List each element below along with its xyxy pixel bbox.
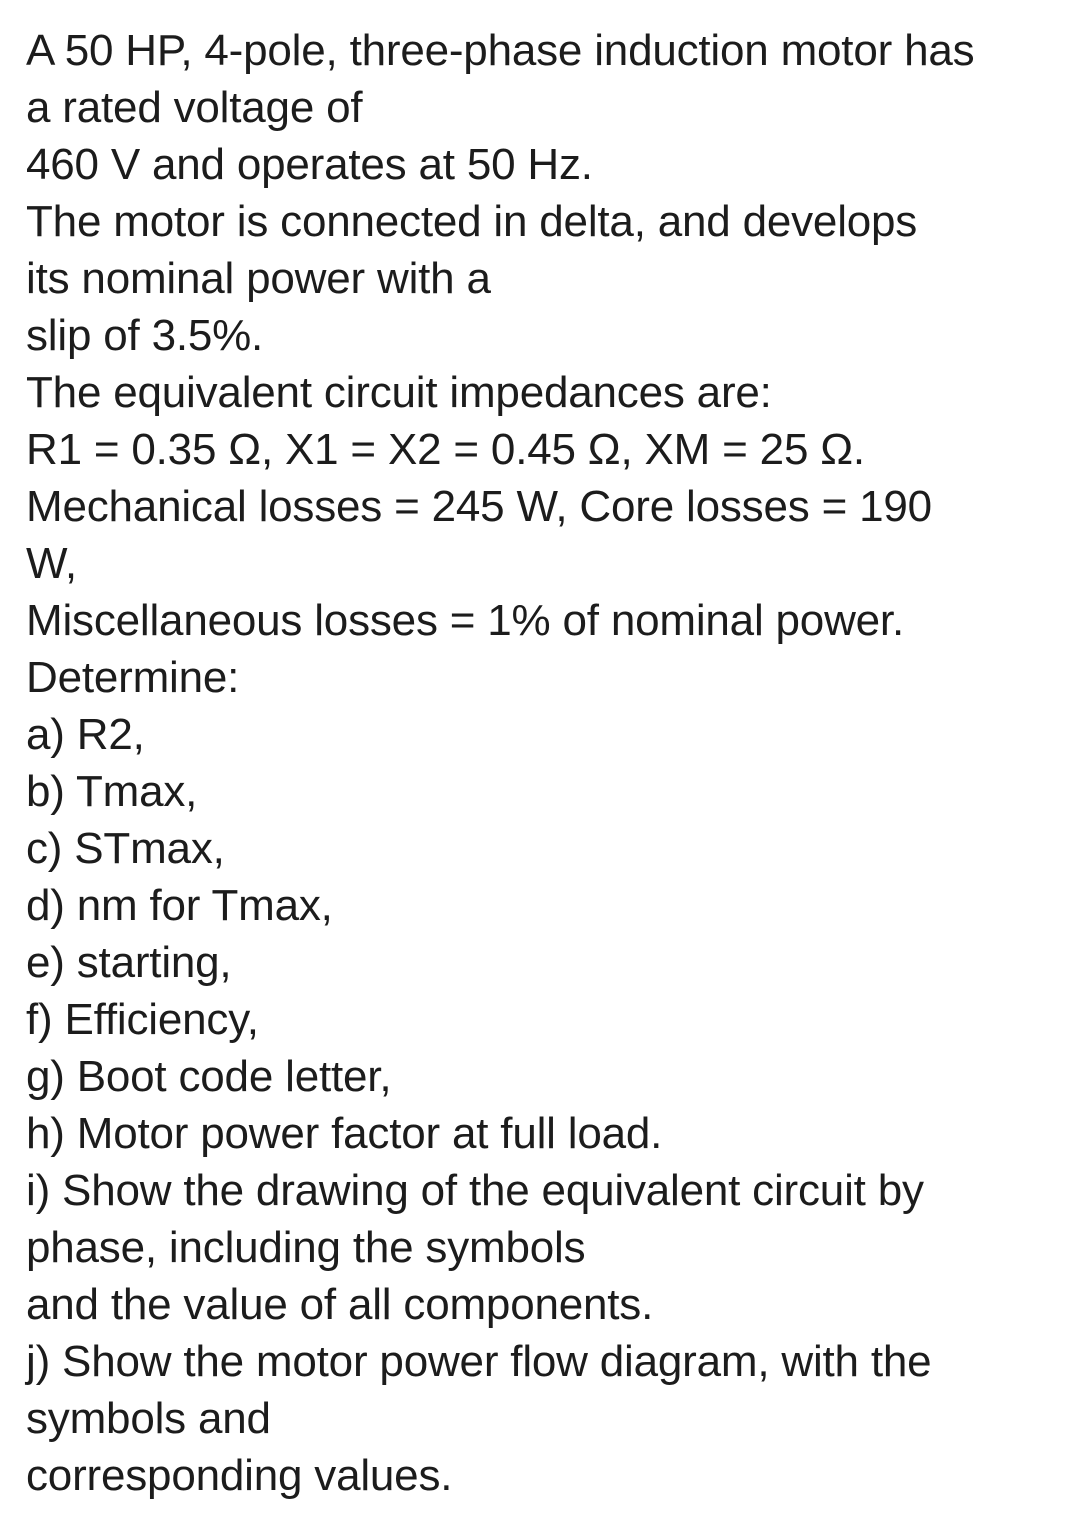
question-item: d) nm for Tmax, [26,881,333,930]
losses-line: Mechanical losses = 245 W, Core losses = 190 [26,482,932,531]
question-item: g) Boot code letter, [26,1052,392,1101]
question-item: and the value of all components. [26,1280,654,1329]
losses-line: Miscellaneous losses = 1% of nominal power. [26,596,904,645]
losses-line: W, [26,539,77,588]
statement-line: its nominal power with a [26,254,491,303]
statement-line: 460 V and operates at 50 Hz. [26,140,593,189]
question-item: e) starting, [26,938,232,987]
statement-line: a rated voltage of [26,83,363,132]
problem-text [26,22,1066,1504]
question-item: b) Tmax, [26,767,198,816]
question-item: f) Efficiency, [26,995,259,1044]
impedances-heading: The equivalent circuit impedances are: [26,368,772,417]
question-item: c) STmax, [26,824,225,873]
question-item: j) Show the motor power flow diagram, with the [26,1337,932,1386]
question-item: symbols and [26,1394,271,1443]
determine-heading: Determine: [26,653,240,702]
question-item: corresponding values. [26,1451,453,1500]
statement-line: slip of 3.5%. [26,311,264,360]
impedance-values: R1 = 0.35 Ω, X1 = X2 = 0.45 Ω, XM = 25 Ω. [26,425,865,474]
statement-line: The motor is connected in delta, and develops [26,197,918,246]
question-item: a) R2, [26,710,145,759]
statement-line: A 50 HP, 4-pole, three-phase induction motor has [26,26,975,75]
question-item: i) Show the drawing of the equivalent circuit by [26,1166,924,1215]
question-item: h) Motor power factor at full load. [26,1109,663,1158]
question-item: phase, including the symbols [26,1223,586,1272]
